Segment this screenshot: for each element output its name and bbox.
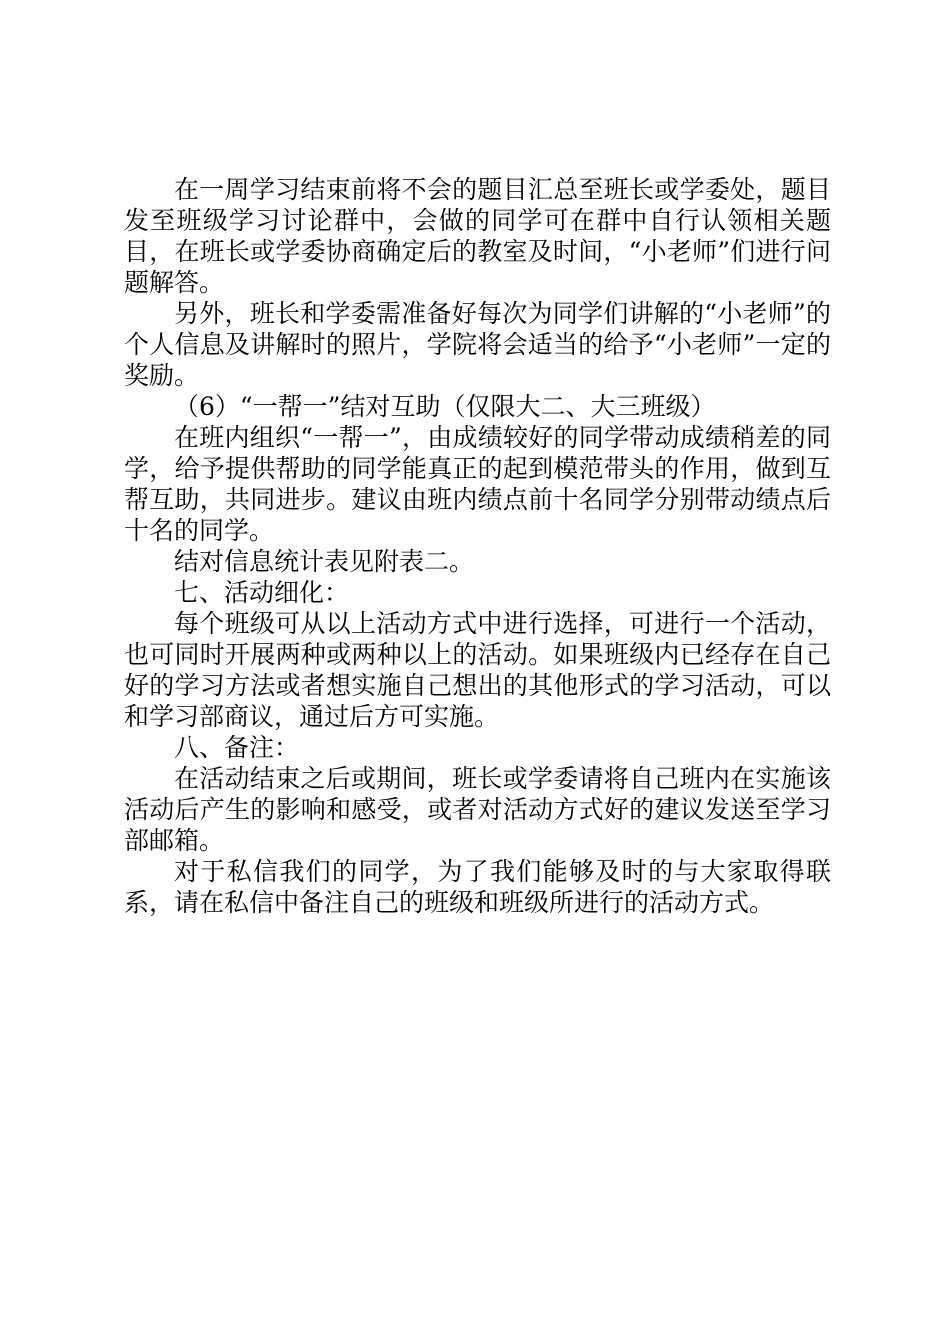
paragraph-peer-tutoring-process: 在一周学习结束前将不会的题目汇总至班长或学委处，题目发至班级学习讨论群中，会做的同学可在群中自行认领相关题目，在班长或学委协商确定后的教室及时间，“小老师”们进行问题解答。 [124, 175, 831, 297]
heading-one-on-one-pairing: （6）“一帮一”结对互助（仅限大二、大三班级） [174, 392, 716, 421]
paragraph-feedback-email: 在活动结束之后或期间，班长或学委请将自己班内在实施该活动后产生的影响和感受，或者对活动方式好的建议发送至学习部邮箱。 [124, 764, 831, 855]
paragraph-tutor-rewards: 另外，班长和学委需准备好每次为同学们讲解的“小老师”的个人信息及讲解时的照片，学院将会适当的给予“小老师”一定的奖励。 [124, 299, 831, 390]
paragraph-activity-selection: 每个班级可从以上活动方式中进行选择，可进行一个活动，也可同时开展两种或两种以上的活动。如果班级内已经存在自己好的学习方法或者想实施自己想出的其他形式的学习活动，可以和学习部商议，通过后方可实施。 [124, 609, 831, 731]
paragraph-private-message-note: 对于私信我们的同学，为了我们能够及时的与大家取得联系，请在私信中备注自己的班级和班级所进行的活动方式。 [124, 857, 831, 917]
paragraph-pairing-details: 在班内组织“一帮一”，由成绩较好的同学带动成绩稍差的同学，给予提供帮助的同学能真正的起到模范带头的作用，做到互帮互助，共同进步。建议由班内绩点前十名同学分别带动绩点后十名的同学。 [124, 423, 831, 545]
document-body [124, 174, 831, 918]
heading-activity-details: 七、活动细化： [174, 578, 350, 607]
paragraph-pairing-table-note: 结对信息统计表见附表二。 [174, 547, 475, 576]
heading-remarks: 八、备注： [174, 733, 300, 762]
